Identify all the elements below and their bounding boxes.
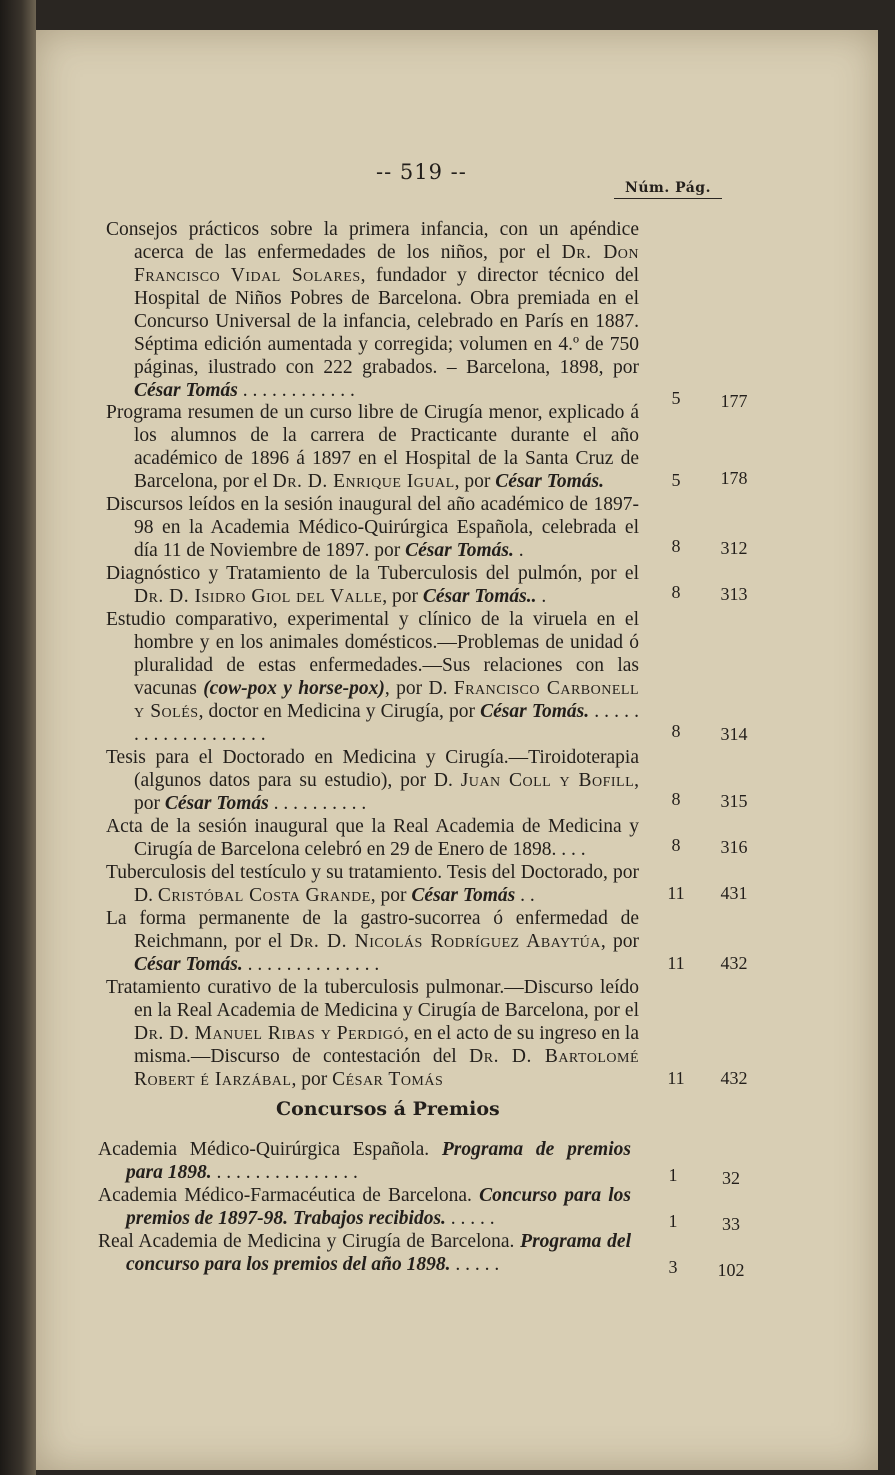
entry-page: 313 (720, 584, 748, 604)
index-entry (106, 861, 748, 907)
page-number: -- 519 -- (376, 160, 467, 184)
entry-page: 102 (717, 1260, 745, 1280)
index-entry (106, 907, 748, 976)
index-entry (106, 562, 748, 608)
entry-text: Acta de la sesión inaugural que la Real Academia de Medicina y Cirugía de Barcelona celebró en 29 de Enero de 1898. . . . (106, 816, 639, 860)
entry-text: Estudio comparativo, experimental y clínico de la viruela en el hombre y en los animales domésticos.—Problemas de unidad ó pluralidad de estas enfermedades.—Sus relaciones con las vacunas (cow-pox y horse-pox), por D. Francisco Carbonell y Solés, doctor en Medicina y Cirugía, por César Tomás. . . . . . . . . . . . . . . . . . . . (106, 609, 640, 745)
entry-num: 11 (667, 883, 685, 903)
entry-page: 432 (720, 1068, 748, 1088)
entry-num: 1 (668, 1211, 678, 1231)
column-header: Núm. Pág. (614, 180, 722, 199)
entry-num: 3 (668, 1257, 678, 1277)
entry-text: Programa resumen de un curso libre de Cirugía menor, explicado á los alumnos de la carrera de Practicante durante el año académico de 1896 á 1897 en el Hospital de la Santa Cruz de Barcelona, por el Dr. D. Enrique Igual, por César Tomás. (106, 402, 639, 492)
book-spine-edge (0, 0, 36, 1475)
entry-num: 1 (668, 1165, 678, 1185)
entry-num: 5 (671, 470, 681, 490)
premio-entry (98, 1138, 740, 1188)
index-entry (106, 493, 748, 562)
entry-page: 32 (722, 1168, 740, 1188)
entry-num: 8 (671, 582, 681, 602)
entry-num: 5 (671, 388, 681, 408)
entry-text: Discursos leídos en la sesión inaugural del año académico de 1897-98 en la Academia Médico-Quirúrgica Española, celebrada el día 11 de Noviembre de 1897. por César Tomás. . (106, 494, 639, 561)
entry-page: 177 (720, 391, 748, 411)
entry-num: 8 (671, 835, 681, 855)
entry-num: 11 (667, 953, 685, 973)
index-entry (106, 608, 748, 746)
entry-text: Academia Médico-Quirúrgica Española. Programa de premios para 1898. . . . . . . . . . . . . . . . (98, 1139, 631, 1183)
entry-num: 8 (671, 789, 681, 809)
entry-text: Tesis para el Doctorado en Medicina y Cirugía.—Tiroidoterapia (algunos datos para su estudio), por D. Juan Coll y Bofill, por César Tomás . . . . . . . . . . (106, 747, 640, 814)
entry-text: Consejos prácticos sobre la primera infancia, con un apéndice acerca de las enfermedades de los niños, por el Dr. Don Francisco Vidal Solares, fundador y director técnico del Hospital de Niños Pobres de Barcelona. Obra premiada en el Concurso Universal de la infancia, celebrado en París en 1887. Séptima edición aumentada y corregida; volumen en 4.º de 750 páginas, ilustrado con 222 grabados. – Barcelona, 1898, por César Tomás . . . . . . . . . . . . (106, 219, 639, 401)
entry-num: 8 (671, 536, 681, 556)
entry-page: 33 (722, 1214, 740, 1234)
entry-text: Tuberculosis del testículo y su tratamiento. Tesis del Doctorado, por D. Cristóbal Costa Grande, por César Tomás . . (106, 862, 639, 906)
index-entry (106, 218, 748, 411)
entry-page: 178 (720, 468, 748, 488)
entry-page: 314 (720, 724, 748, 744)
section-title: Concursos á Premios (276, 1098, 500, 1120)
entry-page: 316 (720, 837, 748, 857)
document-page (36, 30, 878, 1470)
index-entry (106, 746, 748, 815)
entry-page: 431 (720, 883, 748, 903)
index-entry (106, 976, 748, 1091)
premio-entry (98, 1230, 745, 1280)
entry-text: La forma permanente de la gastro-sucorrea ó enfermedad de Reichmann, por el Dr. D. Nicolás Rodríguez Abaytúa, por César Tomás. . . . . . . . . . . . . . . (106, 908, 639, 975)
entry-num: 8 (671, 721, 681, 741)
entry-num: 11 (667, 1068, 685, 1088)
entry-text: Diagnóstico y Tratamiento de la Tuberculosis del pulmón, por el Dr. D. Isidro Giol del Valle, por César Tomás.. . (106, 563, 639, 607)
entry-page: 432 (720, 953, 748, 973)
index-entry (106, 815, 748, 861)
entry-page: 312 (720, 538, 748, 558)
entry-text: Real Academia de Medicina y Cirugía de Barcelona. Programa del concurso para los premios del año 1898. . . . . . (98, 1231, 631, 1275)
entry-text: Academia Médico-Farmacéutica de Barcelona. Concurso para los premios de 1897-98. Trabajos recibidos. . . . . . (98, 1185, 631, 1229)
entry-page: 315 (720, 791, 748, 811)
entry-text: Tratamiento curativo de la tuberculosis pulmonar.—Discurso leído en la Real Academia de Medicina y Cirugía de Barcelona, por el Dr. D. Manuel Ribas y Perdigó, en el acto de su ingreso en la misma.—Discurso de contestación del Dr. D. Bartolomé Robert é Iarzábal, por César Tomás (106, 977, 639, 1090)
premio-entry (98, 1184, 740, 1234)
